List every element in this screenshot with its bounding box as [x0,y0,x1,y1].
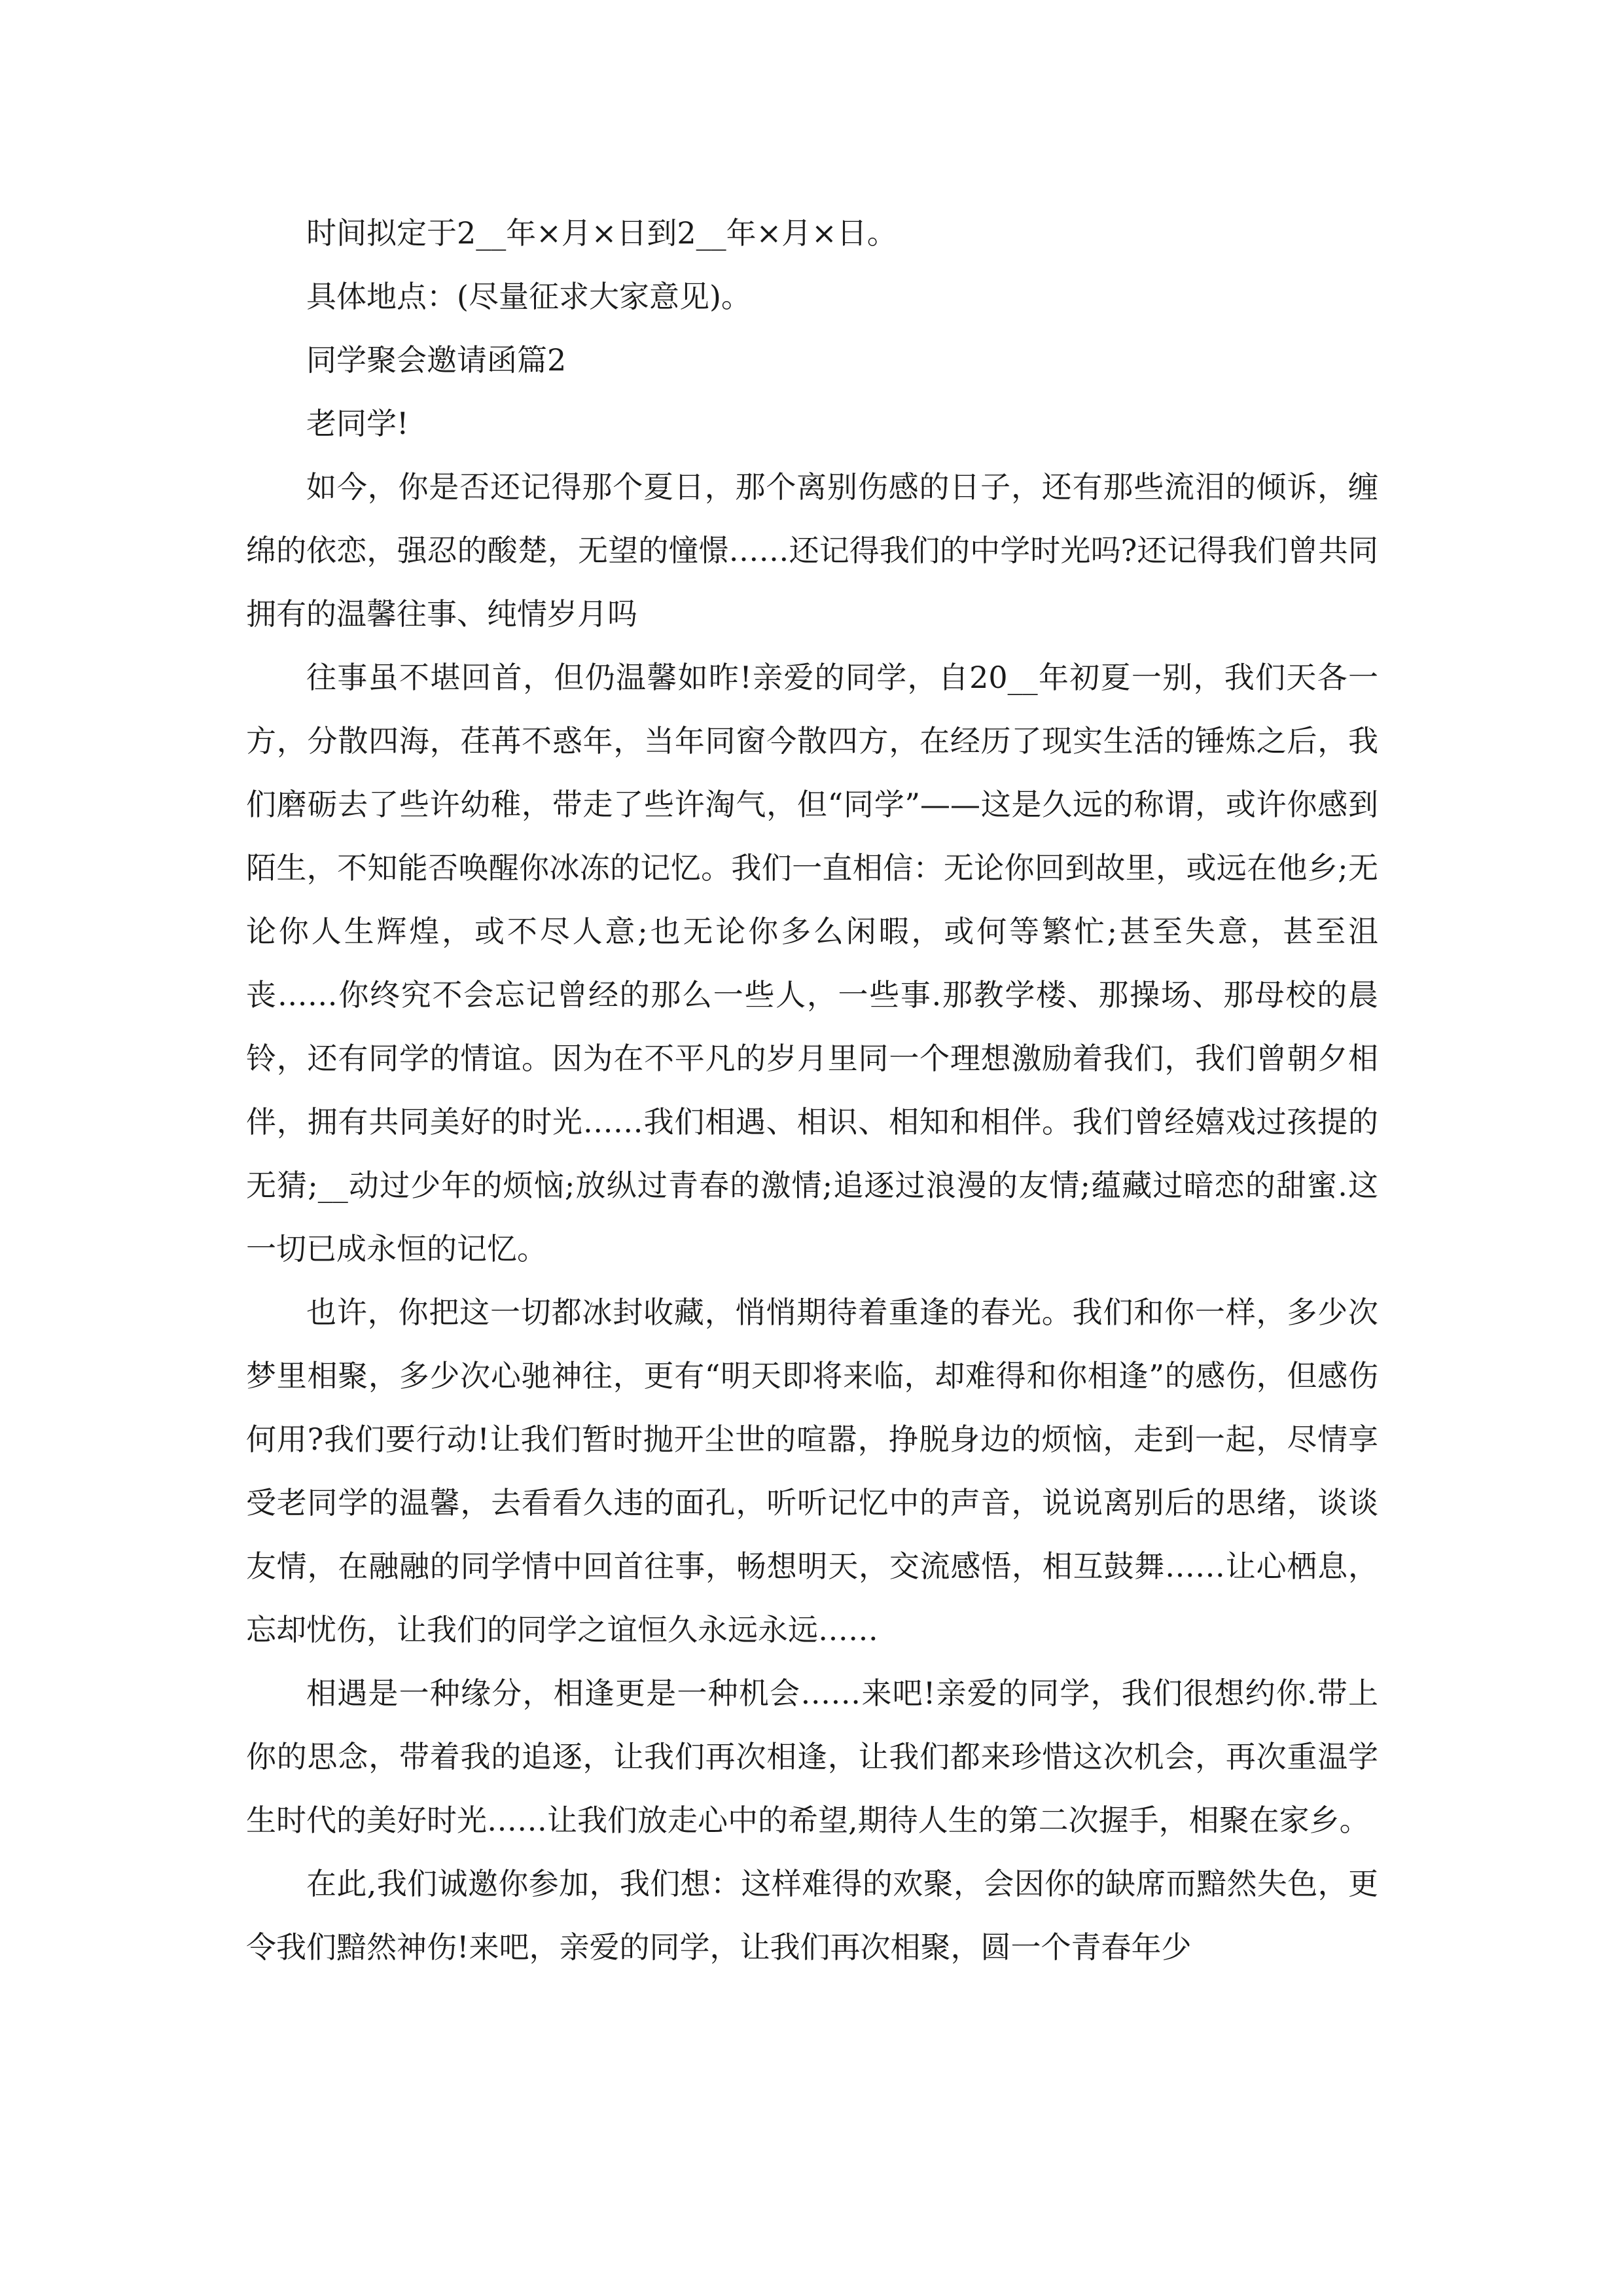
paragraph-closing: 在此,我们诚邀你参加，我们想：这样难得的欢聚，会因你的缺席而黯然失色，更令我们黯然神伤!来吧，亲爱的同学，让我们再次相聚，圆一个青春年少 [246,1866,1378,1965]
document-body [246,202,1378,1979]
paragraph-time: 时间拟定于2__年×月×日到2__年×月×日。 [306,215,897,251]
paragraph-invitation: 相遇是一种缘分，相逢更是一种机会……来吧!亲爱的同学，我们很想约你.带上你的思念，带着我的追逐，让我们再次相逢，让我们都来珍惜这次机会，再次重温学生时代的美好时光……让我们放走心中的希望,期待人生的第二次握手，相聚在家乡。 [246,1676,1378,1838]
section-heading: 同学聚会邀请函篇2 [306,342,567,378]
salutation: 老同学! [306,406,409,441]
paragraph-past: 往事虽不堪回首，但仍温馨如昨!亲爱的同学，自20__年初夏一别，我们天各一方，分散四海，荏苒不惑年，当年同窗今散四方，在经历了现实生活的锤炼之后，我们磨砺去了些许幼稚，带走了些许淘气，但“同学”——这是久远的称谓，或许你感到陌生，不知能否唤醒你冰冻的记忆。我们一直相信：无论你回到故里，或远在他乡;无论你人生辉煌，或不尽人意;也无论你多么闲暇，或何等繁忙;甚至失意，甚至沮丧……你终究不会忘记曾经的那么一些人，一些事.那教学楼、那操场、那母校的晨铃，还有同学的情谊。因为在不平凡的岁月里同一个理想激励着我们，我们曾朝夕相伴，拥有共同美好的时光……我们相遇、相识、相知和相伴。我们曾经嬉戏过孩提的无猜;__动过少年的烦恼;放纵过青春的激情;追逐过浪漫的友情;蕴藏过暗恋的甜蜜.这一切已成永恒的记忆。 [246,660,1378,1266]
paragraph-memories: 如今，你是否还记得那个夏日，那个离别伤感的日子，还有那些流泪的倾诉，缠绵的依恋，强忍的酸楚，无望的憧憬……还记得我们的中学时光吗?还记得我们曾共同拥有的温馨往事、纯情岁月吗 [246,469,1378,632]
paragraph-location: 具体地点：(尽量征求大家意见)。 [306,279,751,314]
paragraph-reunion: 也许，你把这一切都冰封收藏，悄悄期待着重逢的春光。我们和你一样，多少次梦里相聚，多少次心驰神往，更有“明天即将来临，却难得和你相逢”的感伤，但感伤何用?我们要行动!让我们暂时抛开尘世的喧嚣，挣脱身边的烦恼，走到一起，尽情享受老同学的温馨，去看看久违的面孔，听听记忆中的声音，说说离别后的思绪，谈谈友情，在融融的同学情中回首往事，畅想明天，交流感悟，相互鼓舞……让心栖息，忘却忧伤，让我们的同学之谊恒久永远永远…… [246,1295,1378,1647]
